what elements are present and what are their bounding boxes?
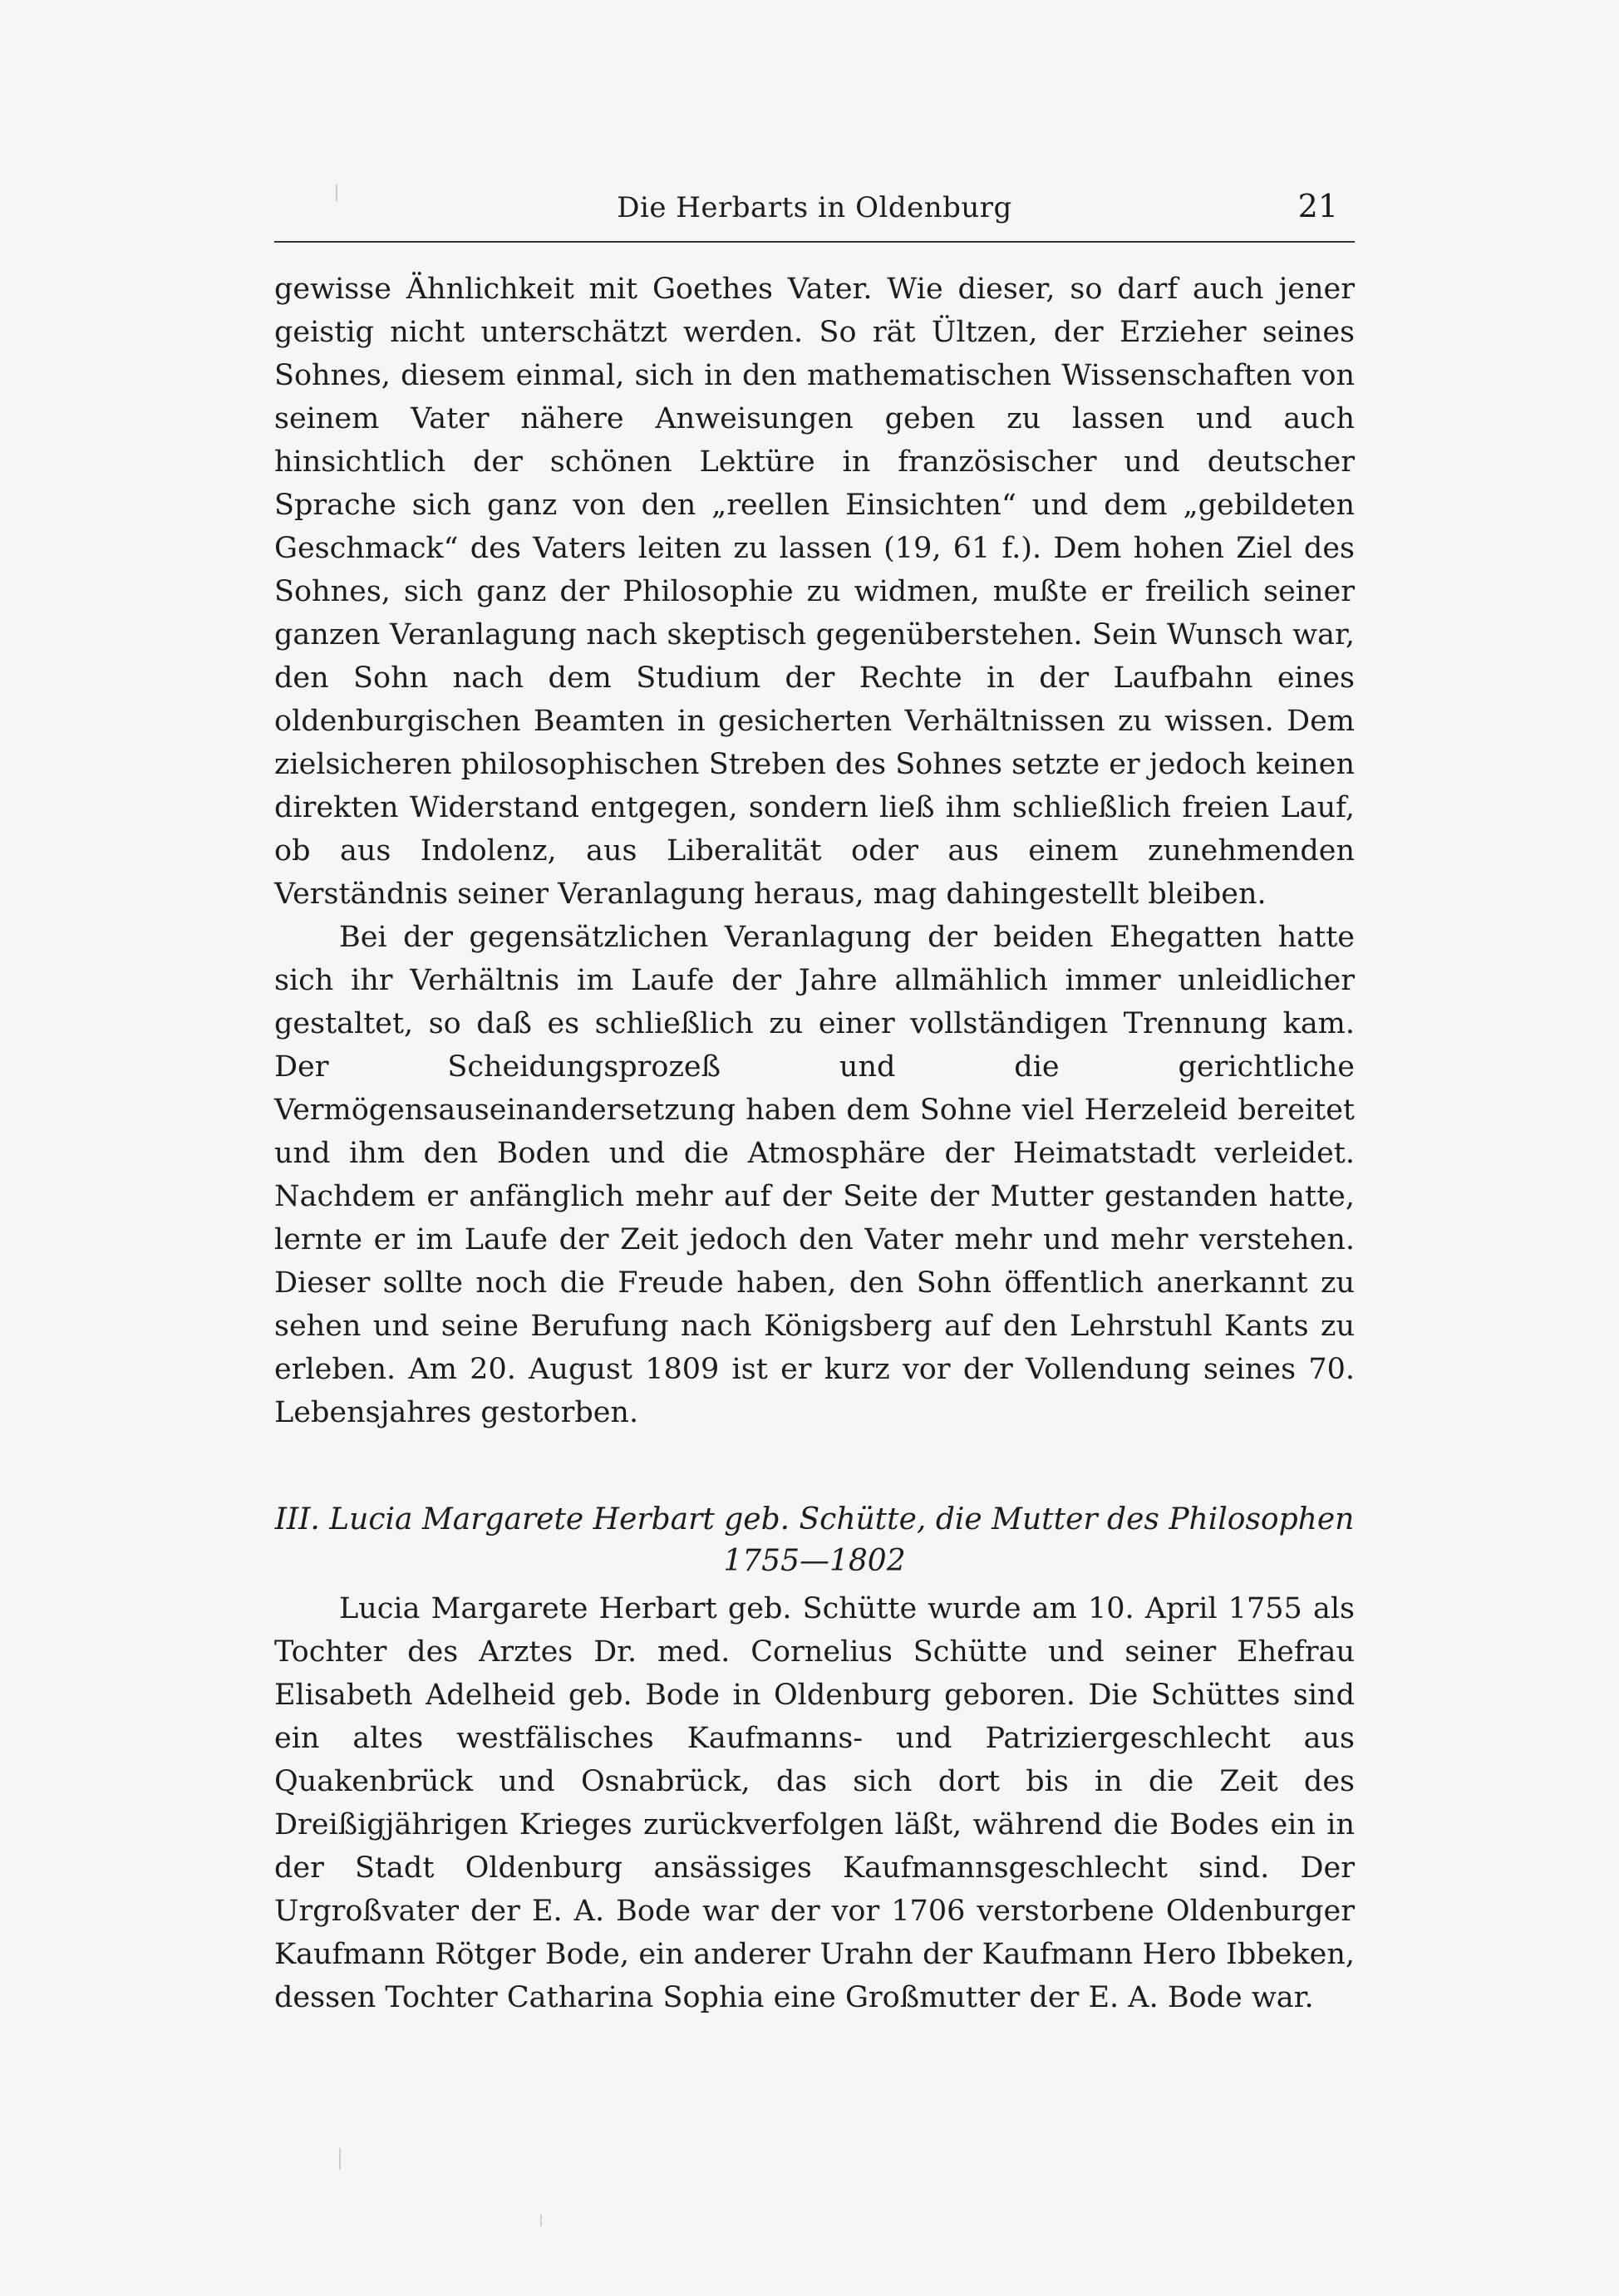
paragraph-2: Bei der gegensätzlichen Veranlagung der beiden Ehegatten hatte sich ihr Verhältnis im Laufe der Jahre allmählich immer unleidlicher gestaltet, so daß es schließlich zu einer vollständigen Trennung kam. Der Scheidungsprozeß und die gerichtliche Vermögensauseinandersetzung haben dem Sohne viel Herzeleid bereitet und ihm den Boden und die Atmosphäre der Heimatstadt verleidet. Nachdem er anfänglich mehr auf der Seite der Mutter gestanden hatte, lernte er im Laufe der Zeit jedoch den Vater mehr und mehr verstehen. Dieser sollte noch die Freude haben, den Sohn öffentlich anerkannt zu sehen und seine Berufung nach Königsberg auf den Lehrstuhl Kants zu erleben. Am 20. August 1809 ist er kurz vor der Vollendung seines 70. Lebensjahres gestorben.: [274, 921, 1355, 1429]
page-number: 21: [1297, 188, 1338, 224]
scan-mark: [339, 2148, 341, 2170]
page-body: [274, 268, 1355, 2019]
section-paragraph: Lucia Margarete Herbart geb. Schütte wurde am 10. April 1755 als Tochter des Arztes Dr. med. Cornelius Schütte und seiner Ehefrau Elisabeth Adelheid geb. Bode in Oldenburg geboren. Die Schüttes sind ein altes westfälisches Kaufmanns- und Patriziergeschlecht aus Quakenbrück und Osnabrück, das sich dort bis in die Zeit des Dreißigjährigen Krieges zurückverfolgen läßt, während die Bodes ein in der Stadt Oldenburg ansässiges Kaufmannsgeschlecht sind. Der Urgroßvater der E. A. Bode war der vor 1706 verstorbene Oldenburger Kaufmann Rötger Bode, ein anderer Urahn der Kaufmann Hero Ibbeken, dessen Tochter Catharina Sophia eine Großmutter der E. A. Bode war.: [274, 1592, 1355, 2014]
running-title: Die Herbarts in Oldenburg: [617, 191, 1012, 224]
scan-mark: [540, 2215, 542, 2226]
paragraph-1: gewisse Ähnlichkeit mit Goethes Vater. Wie dieser, so darf auch jener geistig nicht unterschätzt werden. So rät Ültzen, der Erzieher seines Sohnes, diesem einmal, sich in den mathematischen Wissenschaften von seinem Vater nähere Anweisungen geben zu lassen und auch hinsichtlich der schönen Lektüre in französischer und deutscher Sprache sich ganz von den „reellen Einsichten“ und dem „gebildeten Geschmack“ des Vaters leiten zu lassen (19, 61 f.). Dem hohen Ziel des Sohnes, sich ganz der Philosophie zu widmen, mußte er freilich seiner ganzen Veranlagung nach skeptisch gegenüberstehen. Sein Wunsch war, den Sohn nach dem Studium der Rechte in der Laufbahn eines oldenburgischen Beamten in gesicherten Verhältnissen zu wissen. Dem zielsicheren philosophischen Streben des Sohnes setzte er jedoch keinen direkten Widerstand entgegen, sondern ließ ihm schließlich freien Lauf, ob aus Indolenz, aus Liberalität oder aus einem zunehmenden Verständnis seiner Veranlagung heraus, mag dahingestellt bleiben.: [274, 273, 1356, 911]
running-head: [274, 184, 1355, 234]
section-heading: [274, 1499, 1355, 1582]
header-rule: [274, 241, 1355, 243]
section-title: III. Lucia Margarete Herbart geb. Schütte, die Mutter des Philosophen: [274, 1502, 1355, 1536]
section-dates: 1755—1802: [723, 1544, 906, 1578]
scan-mark: [336, 184, 337, 201]
